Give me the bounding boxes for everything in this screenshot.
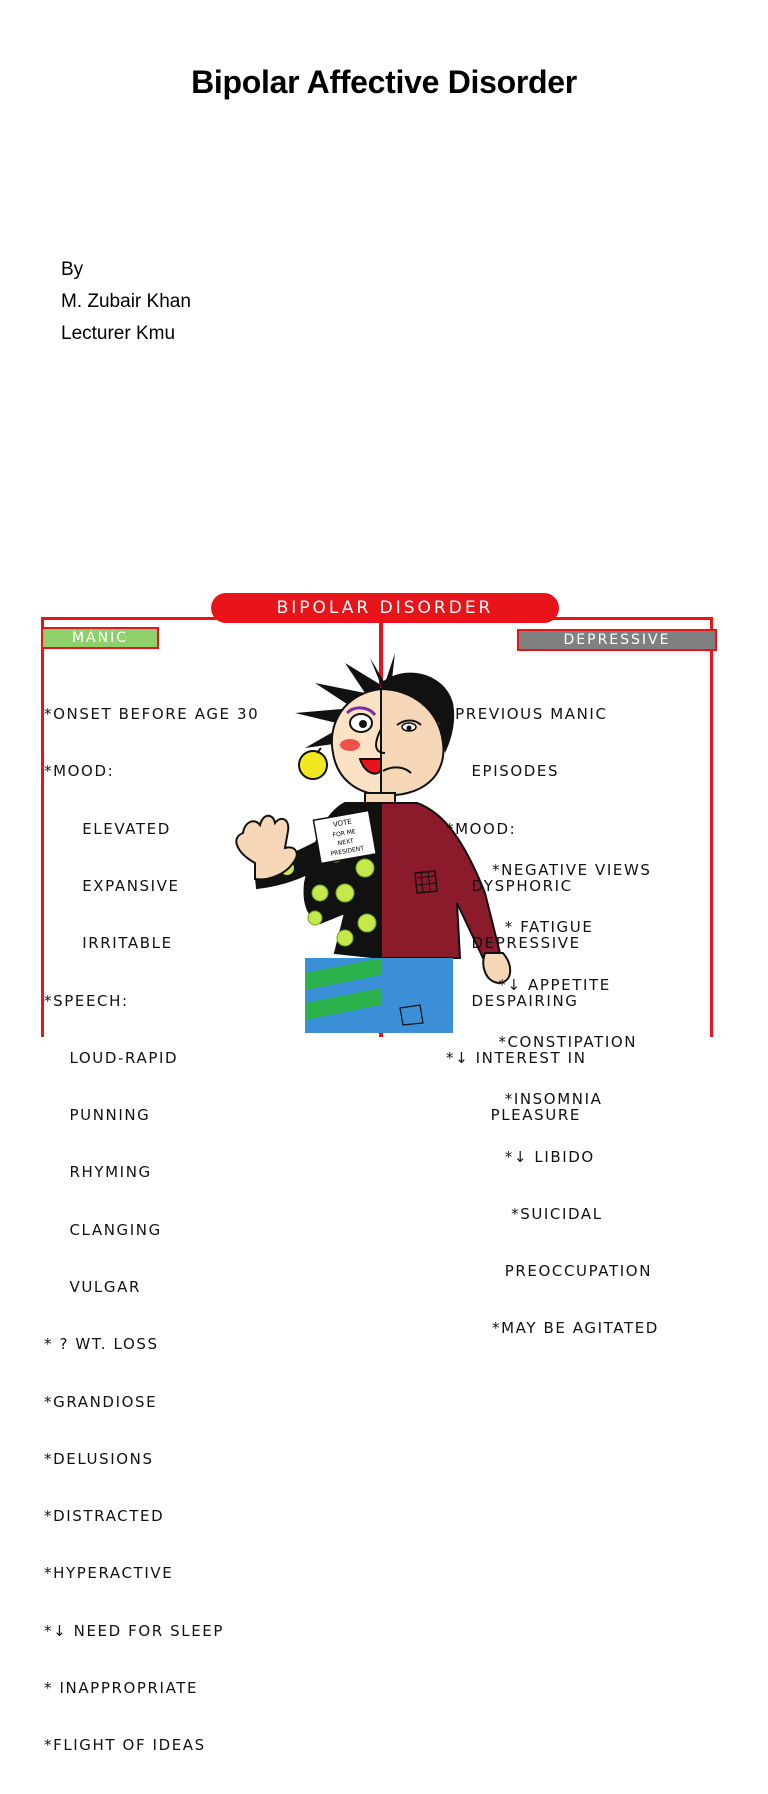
byline <box>61 254 191 350</box>
depressive-label: DEPRESSIVE <box>517 629 717 651</box>
manic-item: IRRITABLE <box>44 934 173 953</box>
depressive-item: *NEGATIVE VIEWS <box>492 861 652 880</box>
manic-item: RHYMING <box>44 1163 152 1182</box>
manic-item: *FLIGHT OF IDEAS <box>44 1736 206 1755</box>
depressive-item: *↓ APPETITE <box>492 975 611 994</box>
manic-item: *↓ NEED FOR SLEEP <box>44 1621 225 1640</box>
manic-item: *HYPERACTIVE <box>44 1564 174 1583</box>
manic-item: ELEVATED <box>44 819 171 838</box>
manic-item: *GRANDIOSE <box>44 1392 158 1411</box>
manic-item: *DELUSIONS <box>44 1449 154 1468</box>
byline-by: By <box>61 259 84 280</box>
byline-role: Lecturer Kmu <box>61 323 176 344</box>
banner-bipolar-disorder: BIPOLAR DISORDER <box>211 593 559 623</box>
manic-item: CLANGING <box>44 1220 162 1239</box>
manic-label: MANIC <box>41 627 159 649</box>
depressive-item: *SUICIDAL <box>492 1204 603 1223</box>
manic-item: VULGAR <box>44 1278 141 1296</box>
depressive-item: DEPRESSIVE <box>446 934 581 953</box>
manic-pants <box>305 958 381 1033</box>
manic-item: LOUD-RAPID <box>44 1048 179 1067</box>
manic-item: *SPEECH: <box>44 991 129 1010</box>
depressive-item: *CONSTIPATION <box>492 1033 638 1052</box>
depressive-item: DYSPHORIC <box>446 877 573 896</box>
sign-line-3: NEXT <box>337 837 355 848</box>
manic-item: * ? WT. LOSS <box>44 1335 159 1354</box>
depressive-item: *↓ INTEREST IN <box>446 1048 587 1067</box>
manic-item: *MOOD: <box>44 762 115 781</box>
depressive-item: * FATIGUE <box>492 918 594 937</box>
sign-line-1: VOTE <box>332 817 353 829</box>
byline-author: M. Zubair Khan <box>61 291 191 312</box>
depressive-symptom-list-bottom <box>492 823 659 1377</box>
depressive-item: PLEASURE <box>446 1106 581 1125</box>
depressive-item: *↓ LIBIDO <box>492 1147 595 1166</box>
manic-item: EXPANSIVE <box>44 877 180 896</box>
slide-title: Bipolar Affective Disorder <box>191 64 577 100</box>
manic-item: *ONSET BEFORE AGE 30 <box>44 705 260 724</box>
depressive-item: *MOOD: <box>446 819 517 838</box>
vote-sign <box>313 810 376 863</box>
bipolar-illustration <box>0 585 768 1755</box>
depressive-item: *PREVIOUS MANIC <box>446 705 608 724</box>
depressive-item: DESPAIRING <box>446 991 579 1010</box>
depressive-item: PREOCCUPATION <box>492 1262 653 1281</box>
sign-line-4: PRESIDENT <box>330 844 365 858</box>
manic-item: * INAPPROPRIATE <box>44 1678 199 1697</box>
manic-item: *DISTRACTED <box>44 1507 165 1526</box>
manic-symptom-list <box>44 667 259 1794</box>
depressive-pants <box>381 958 453 1033</box>
depressive-item: EPISODES <box>446 762 560 781</box>
sign-line-2: FOR ME <box>332 828 357 840</box>
depressive-item: *INSOMNIA <box>492 1090 603 1109</box>
depressive-item: *MAY BE AGITATED <box>492 1319 659 1338</box>
manic-item: PUNNING <box>44 1106 151 1125</box>
